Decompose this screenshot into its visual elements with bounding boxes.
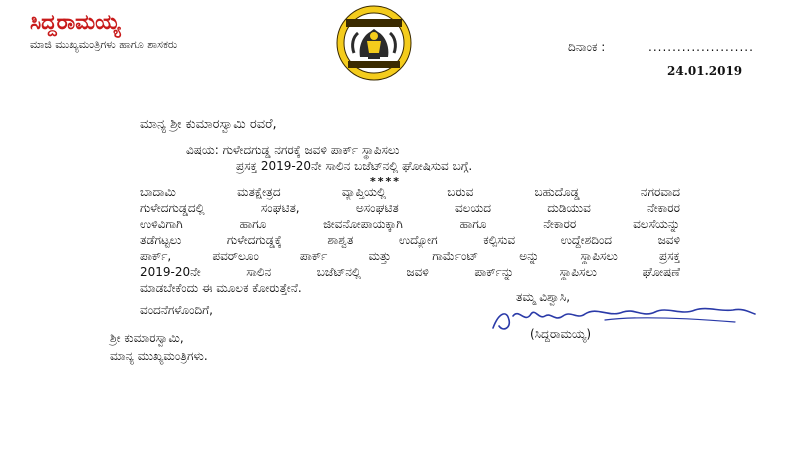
recipient-name: ಶ್ರೀ ಕುಮಾರಸ್ವಾಮಿ,: [110, 331, 184, 345]
subject-separator: ****: [370, 175, 402, 188]
handwritten-signature: [485, 298, 765, 340]
body-line: ತಡೆಗಟ್ಟಲು ಗುಳೇದಗುಡ್ಡಕ್ಕೆ ಶಾಶ್ವತ ಉದ್ಯೋಗ ಕಲ್ಪಿಸುವ ಉದ್ದೇಶದಿಂದ ಜವಳಿ: [140, 233, 680, 247]
body-line: 2019-20ನೇ ಸಾಲಿನ ಬಜೆಟ್‌ನಲ್ಲಿ ಜವಳಿ ಪಾರ್ಕ್‌ನ್ನು ಸ್ಥಾಪಿಸಲು ಘೋಷಣೆ: [140, 265, 680, 279]
salutation: ಮಾನ್ಯ ಶ್ರೀ ಕುಮಾರಸ್ವಾಮಿ ರವರೆ,: [140, 117, 277, 132]
body-line: ಗುಳೇದಗುಡ್ಡದಲ್ಲಿ ಸಂಘಟಿತ, ಅಸಂಘಟಿತ ವಲಯದ ದುಡಿಯುವ ನೇಕಾರರ: [140, 201, 680, 215]
letterhead-subtitle: ಮಾಜಿ ಮುಖ್ಯಮಂತ್ರಿಗಳು ಹಾಗೂ ಶಾಸಕರು: [30, 38, 178, 51]
body-line: ಬಾದಾಮಿ ಮತಕ್ಷೇತ್ರದ ವ್ಯಾಪ್ತಿಯಲ್ಲಿ ಬರುವ ಬಹುದೊಡ್ಡ ನಗರವಾದ: [140, 185, 680, 199]
date-blank-line: ......................: [648, 40, 754, 54]
body-line: ಮಾಡಬೇಕೆಂದು ಈ ಮೂಲಕ ಕೋರುತ್ತೇನೆ.: [140, 281, 302, 295]
recipient-designation: ಮಾನ್ಯ ಮುಖ್ಯಮಂತ್ರಿಗಳು.: [110, 349, 208, 363]
letterhead-name: ಸಿದ್ದರಾಮಯ್ಯ: [30, 10, 121, 34]
date-label: ದಿನಾಂಕ :: [568, 40, 606, 54]
signatory-name: (ಸಿದ್ದರಾಮಯ್ಯ): [530, 327, 592, 341]
body-line: ಪಾರ್ಕ್, ಪವರ್‌ಲೂಂ ಪಾರ್ಕ್ ಮತ್ತು ಗಾರ್ಮೆಂಟ್ ಅನ್ನು ಸ್ಥಾಪಿಸಲು ಪ್ರಸಕ್ತ: [140, 249, 680, 263]
closing: ವಂದನೆಗಳೊಂದಿಗೆ,: [140, 303, 213, 317]
karnataka-emblem-icon: [336, 5, 412, 81]
subject-line-1: ವಿಷಯ: ಗುಳೇದಗುಡ್ಡ ನಗರಕ್ಕೆ ಜವಳಿ ಪಾರ್ಕ್ ಸ್ಥಾಪಿಸಲು: [186, 143, 400, 157]
date-value: 24.01.2019: [667, 64, 743, 78]
yours-faithfully: ತಮ್ಮ ವಿಶ್ವಾಸಿ,: [516, 290, 571, 304]
subject-line-2: ಪ್ರಸಕ್ತ 2019-20ನೇ ಸಾಲಿನ ಬಜೆಟ್‌ನಲ್ಲಿ ಘೋಷಿಸುವ ಬಗ್ಗೆ.: [236, 159, 473, 173]
body-line: ಉಳಿವಿಗಾಗಿ ಹಾಗೂ ಜೀವನೋಪಾಯಕ್ಕಾಗಿ ಹಾಗೂ ನೇಕಾರರ ವಲಸೆಯನ್ನು: [140, 217, 680, 231]
